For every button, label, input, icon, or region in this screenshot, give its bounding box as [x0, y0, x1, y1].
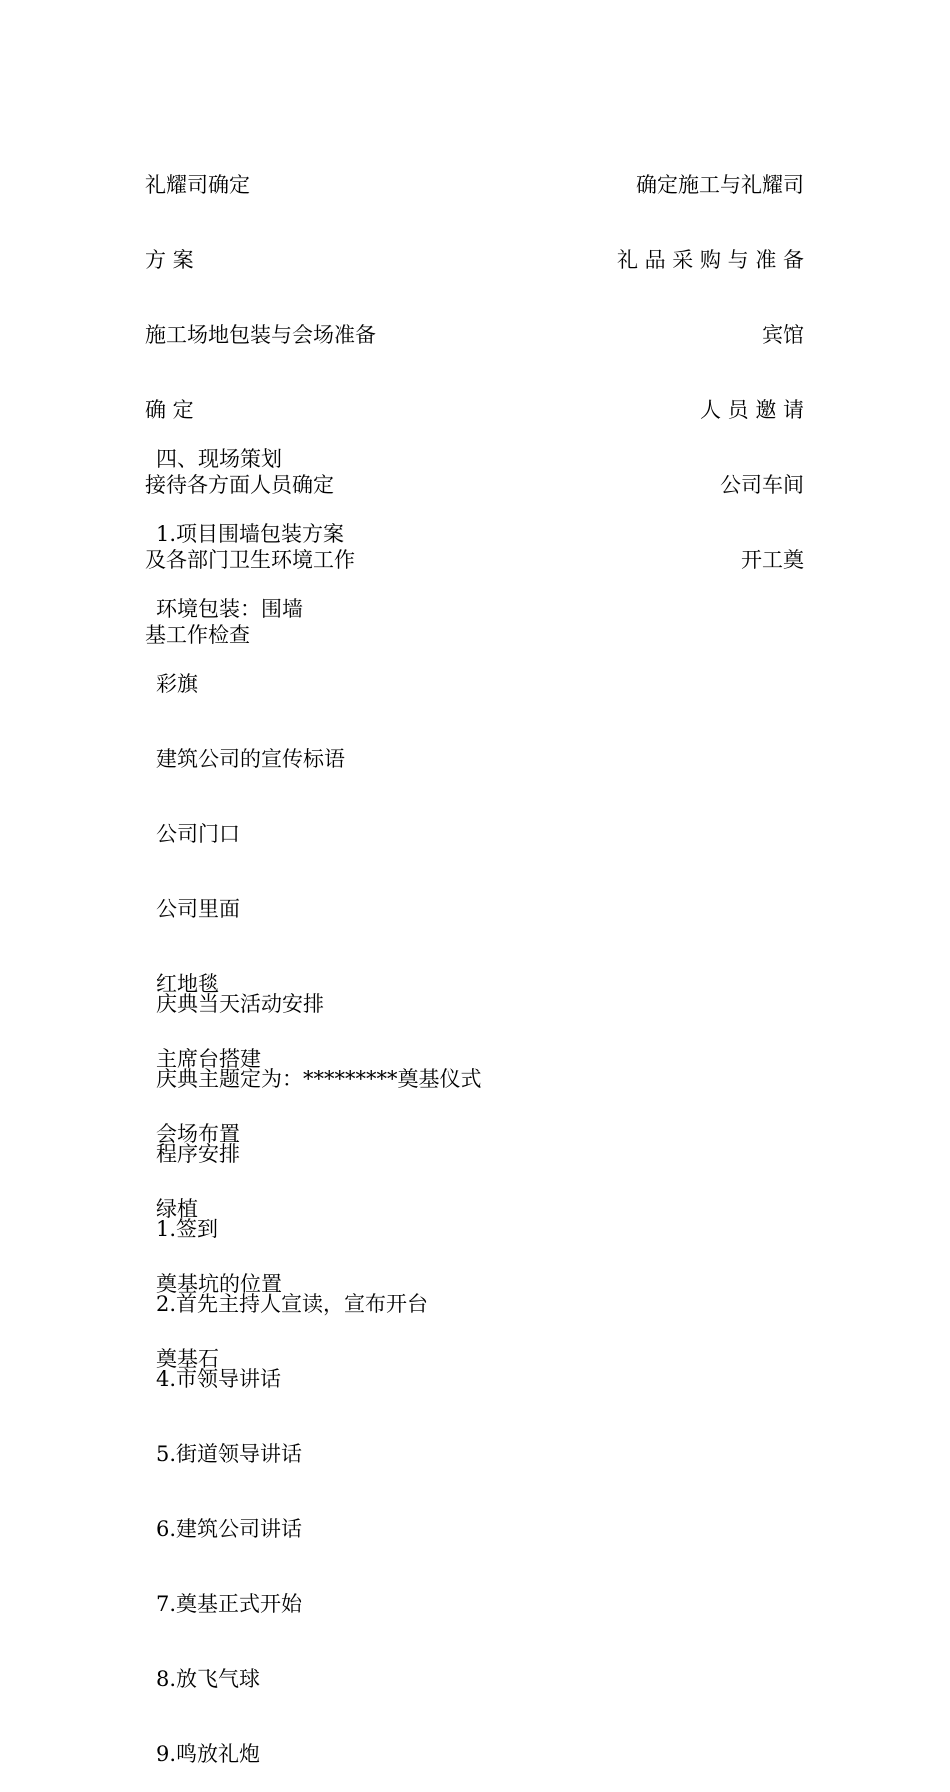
right-line-2: 礼 品 采 购 与 准 备 [616, 248, 804, 272]
program-step: 9.鸣放礼炮 [156, 1742, 261, 1766]
list-item: 奠基坑的位置 [156, 1272, 282, 1296]
left-line-4: 确 定 [145, 398, 194, 422]
left-line-5: 接待各方面人员确定 [145, 473, 334, 497]
left-line-3: 施工场地包装与会场准备 [145, 323, 376, 347]
list-item: 红地毯 [156, 972, 219, 996]
section-heading: 四、现场策划 [156, 447, 282, 471]
right-line-5: 公司车间 [720, 473, 804, 497]
list-item: 绿植 [156, 1197, 198, 1221]
right-line-4: 人 员 邀 请 [699, 398, 804, 422]
list-item: 奠基石 [156, 1347, 219, 1371]
list-item: 环境包装：围墙 [156, 597, 303, 621]
ceremony-heading: 庆典当天活动安排 [156, 992, 324, 1016]
list-item: 会场布置 [156, 1122, 240, 1146]
ceremony-schedule-section [156, 942, 482, 1792]
right-line-6: 开工奠 [741, 548, 804, 572]
left-line-6: 及各部门卫生环境工作 [145, 548, 355, 572]
flowchart-right-column [617, 123, 804, 598]
right-line-1: 确定施工与礼耀司 [636, 173, 804, 197]
program-step: 2.首先主持人宣读，宣布开台 [156, 1292, 429, 1316]
program-step: 8.放飞气球 [156, 1667, 261, 1691]
program-step: 5.街道领导讲话 [156, 1442, 303, 1466]
program-step: 7.奠基正式开始 [156, 1592, 303, 1616]
list-item: 公司里面 [156, 897, 240, 921]
ceremony-theme: 庆典主题定为：*********奠基仪式 [156, 1067, 482, 1091]
left-line-1: 礼耀司确定 [145, 173, 250, 197]
program-step: 1.签到 [156, 1217, 219, 1241]
list-item: 彩旗 [156, 672, 198, 696]
right-line-3: 宾馆 [762, 323, 804, 347]
program-title: 程序安排 [156, 1142, 240, 1166]
list-item: 主席台搭建 [156, 1047, 261, 1071]
list-item: 建筑公司的宣传标语 [156, 747, 345, 771]
program-step: 4.市领导讲话 [156, 1367, 282, 1391]
list-item: 公司门口 [156, 822, 240, 846]
left-line-7: 基工作检查 [145, 623, 250, 647]
program-step: 6.建筑公司讲话 [156, 1517, 303, 1541]
list-item: 1.项目围墙包装方案 [156, 522, 345, 546]
left-line-2: 方 案 [145, 248, 194, 272]
